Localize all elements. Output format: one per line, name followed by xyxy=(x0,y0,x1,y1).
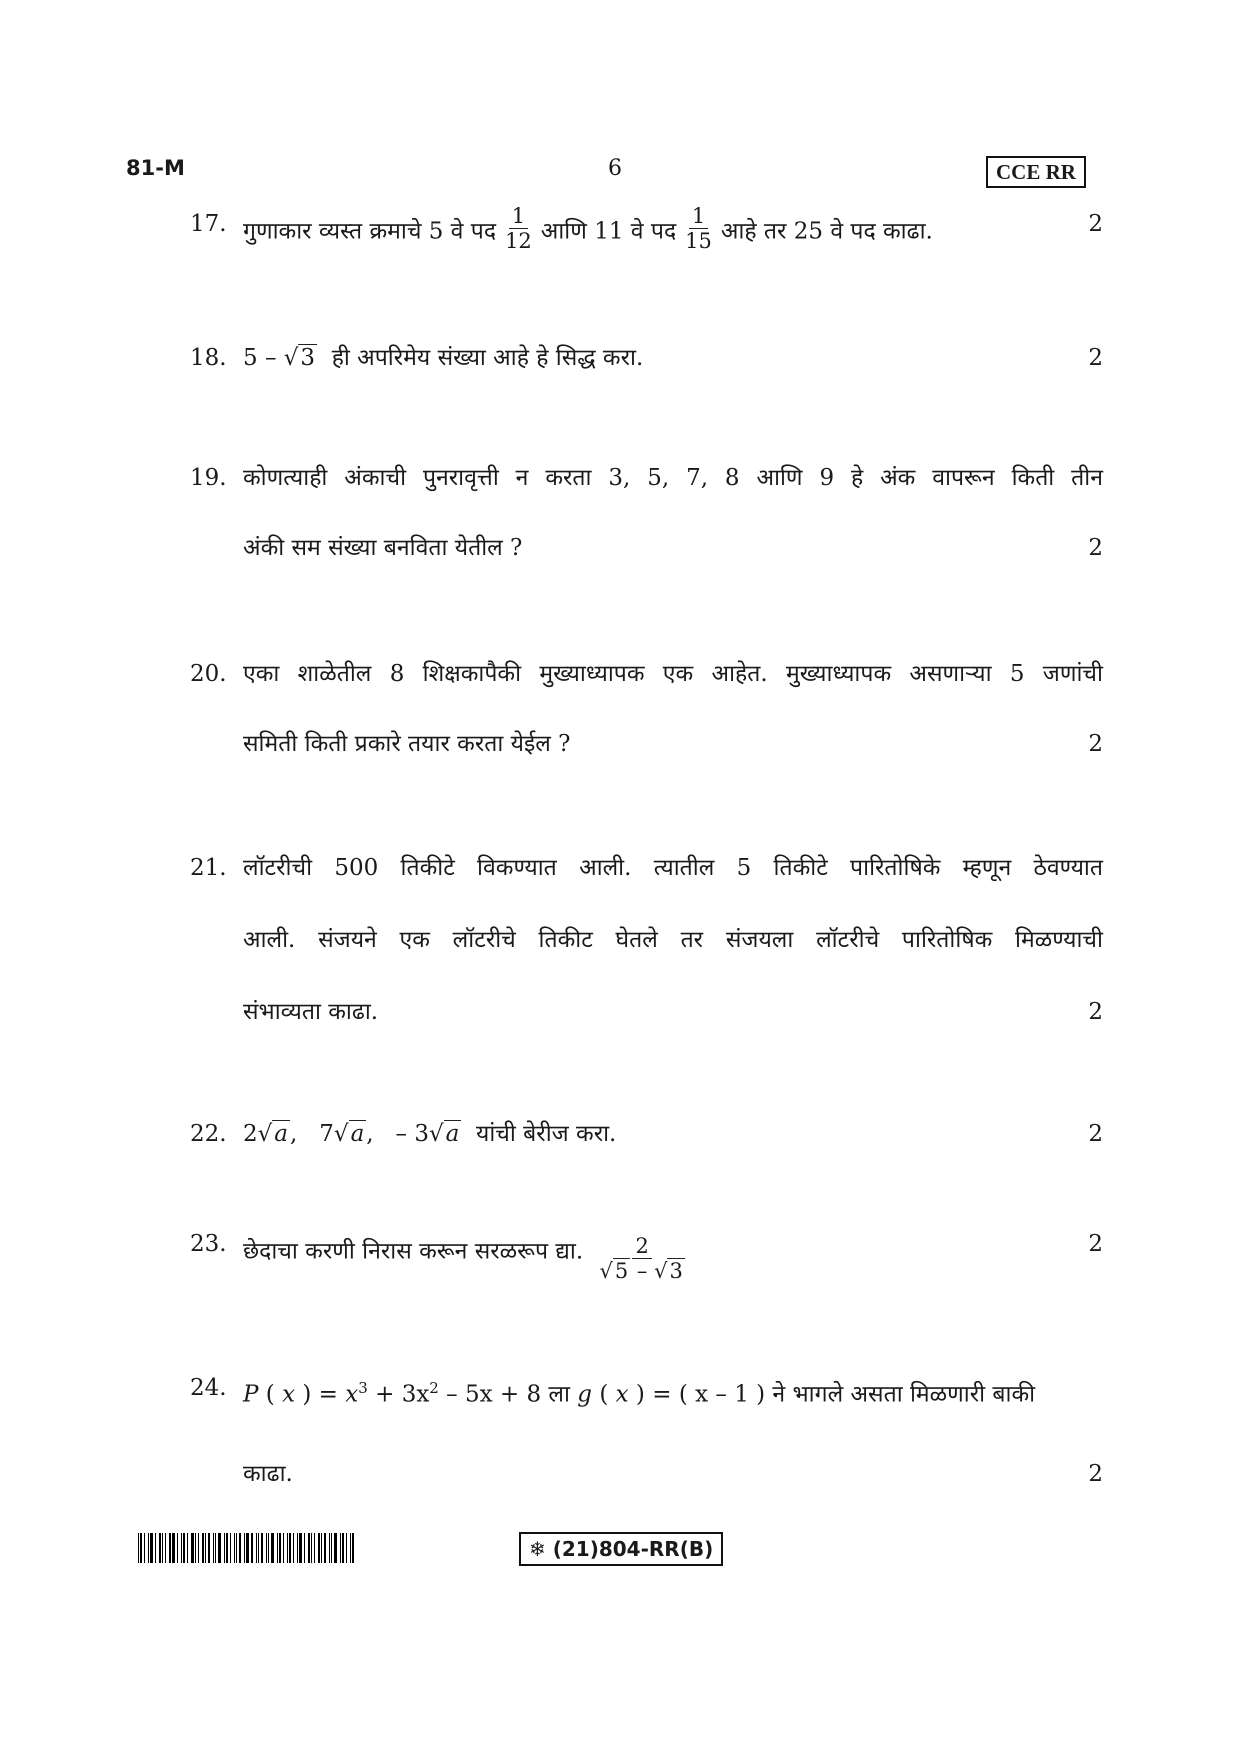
question-number: 22. xyxy=(190,1121,227,1147)
question-number: 20. xyxy=(190,661,227,687)
marks: 2 xyxy=(1088,999,1103,1025)
series-badge: CCE RR xyxy=(986,156,1086,188)
marks: 2 xyxy=(1088,535,1103,561)
question-number: 18. xyxy=(190,345,227,371)
barcode xyxy=(138,1533,368,1563)
question-line: लॉटरीची 500 तिकीटे विकण्यात आली. त्यातील 5 तिकीटे पारितोषिके म्हणून ठेवण्यात xyxy=(243,855,1103,881)
marks: 2 xyxy=(1088,1121,1103,1147)
coefficient: 7 xyxy=(319,1121,334,1147)
math-term: + 3x xyxy=(375,1381,430,1408)
snowflake-icon: ❄ xyxy=(529,1537,546,1561)
question-text: ला xyxy=(548,1381,570,1408)
question-number: 17. xyxy=(190,211,227,237)
paper-code: 81-M xyxy=(126,156,185,180)
marks: 2 xyxy=(1088,211,1103,237)
question-text: समिती किती प्रकारे तयार करता येईल ? xyxy=(243,731,571,757)
question-text: आहे तर 25 वे पद काढा. xyxy=(720,218,933,245)
math-symbol: g xyxy=(577,1381,593,1408)
math-symbol: x xyxy=(615,1381,629,1408)
question-text: संभाव्यता काढा. xyxy=(243,999,379,1025)
math-symbol: x xyxy=(282,1381,296,1408)
fraction: $\frac{1}{12}$ xyxy=(505,204,532,253)
question-number: 19. xyxy=(190,465,227,491)
question-number: 21. xyxy=(190,855,227,881)
question-line: कोणत्याही अंकाची पुनरावृत्ती न करता 3, 5, 7, 8 आणि 9 हे अंक वापरून किती तीन xyxy=(243,465,1103,491)
marks: 2 xyxy=(1088,731,1103,757)
coefficient: – 3 xyxy=(395,1121,429,1147)
page-number: 6 xyxy=(608,156,622,181)
marks: 2 xyxy=(1088,1231,1103,1257)
radical: a xyxy=(274,1121,289,1147)
question-text: छेदाचा करणी निरास करून सरळरूप द्या. xyxy=(243,1238,584,1265)
radical: a xyxy=(445,1121,460,1147)
question-text: ने भागले असता मिळणारी बाकी xyxy=(772,1381,1036,1408)
question-line: एका शाळेतील 8 शिक्षकापैकी मुख्याध्यापक एक आहेत. मुख्याध्यापक असणाऱ्या 5 जणांची xyxy=(243,661,1103,687)
question-text: यांची बेरीज करा. xyxy=(475,1121,617,1147)
question-number: 24. xyxy=(190,1375,227,1401)
question-number: 23. xyxy=(190,1231,227,1257)
fraction: $\frac{1}{15}$ xyxy=(685,204,712,253)
marks: 2 xyxy=(1088,345,1103,371)
question-text: अंकी सम संख्या बनविता येतील ? xyxy=(243,535,523,561)
question-text: 5 – xyxy=(243,345,277,371)
fraction: $\frac{2}{√5 - √3}$ xyxy=(599,1234,683,1283)
question-text: आणि 11 वे पद xyxy=(540,218,677,245)
question-text: ही अपरिमेय संख्या आहे हे सिद्ध करा. xyxy=(331,345,644,371)
math-term: ( x – 1 ) xyxy=(678,1381,766,1408)
math-term: – 5x + 8 xyxy=(446,1381,542,1408)
math-symbol: x xyxy=(345,1381,359,1408)
footer-code-box xyxy=(519,1532,723,1566)
radical: 3 xyxy=(300,345,316,371)
radical: a xyxy=(350,1121,365,1147)
question-text: गुणाकार व्यस्त क्रमाचे 5 वे पद xyxy=(243,218,497,245)
marks: 2 xyxy=(1088,1461,1103,1487)
coefficient: 2 xyxy=(243,1121,258,1147)
footer-code: (21)804-RR(B) xyxy=(552,1537,714,1561)
question-line: आली. संजयने एक लॉटरीचे तिकीट घेतले तर संजयला लॉटरीचे पारितोषिक मिळण्याची xyxy=(243,927,1103,953)
math-symbol: P xyxy=(243,1381,259,1408)
question-text: काढा. xyxy=(243,1461,293,1487)
